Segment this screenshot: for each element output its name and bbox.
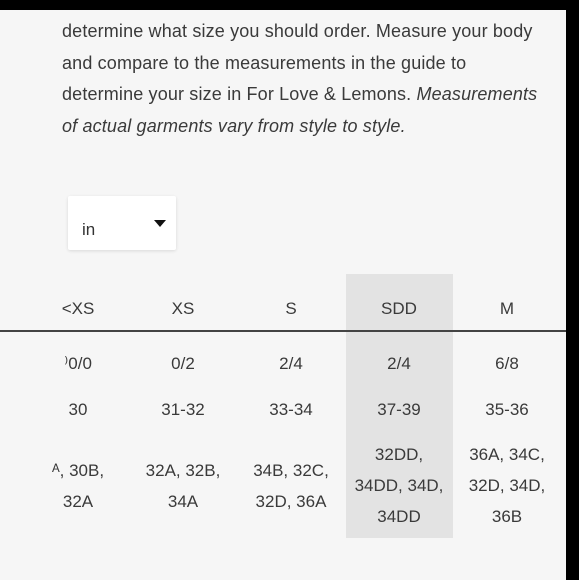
column-header-s: S [285,299,297,318]
size-guide-intro [62,16,542,142]
table-cell-measurement-s: 33-34 [269,400,313,419]
column-header-xxs: <XS [61,299,95,318]
screen-edge [566,0,579,580]
table-cell-bra-size-m: 36A, 34C, 32D, 34D, 36B [468,445,546,526]
table-cell-bra-size-s: 34B, 32C, 32D, 36A [253,461,329,511]
table-cell-bra-size-xxs: ᴬ, 30B, 32A [51,461,105,511]
table-cell-measurement-m: 35-36 [485,400,529,419]
intro-note: Measurements of actual garments vary from style to style. [62,84,538,136]
table-cell-us-size-sdd: 2/4 [387,354,411,373]
size-guide-screen [0,10,566,580]
table-cell-bra-size-xs: 32A, 32B, 34A [145,461,221,511]
table-cell-measurement-xxs: 30 [68,400,88,419]
unit-select[interactable] [68,196,176,250]
table-cell-us-size-m: 6/8 [495,354,519,373]
table-cell-us-size-xs: 0/2 [171,354,195,373]
column-header-sdd: SDD [381,299,417,318]
table-cell-us-size-s: 2/4 [279,354,303,373]
table-cell-measurement-xs: 31-32 [161,400,205,419]
unit-select-value: in [82,220,96,239]
column-header-m: M [499,299,515,318]
caret-down-icon [154,220,166,227]
table-header-divider [0,330,566,332]
table-cell-measurement-sdd: 37-39 [377,400,421,419]
table-cell-bra-size-sdd: 32DD, 34DD, 34D, 34DD [354,445,444,526]
intro-text: determine what size you should order. Measure your body and compare to the measurements in the guide to determine your size in For Love & Lemons. [62,21,533,104]
column-header-xs: XS [171,299,195,318]
table-cell-us-size-xxs: ⁾0/0 [64,354,92,373]
